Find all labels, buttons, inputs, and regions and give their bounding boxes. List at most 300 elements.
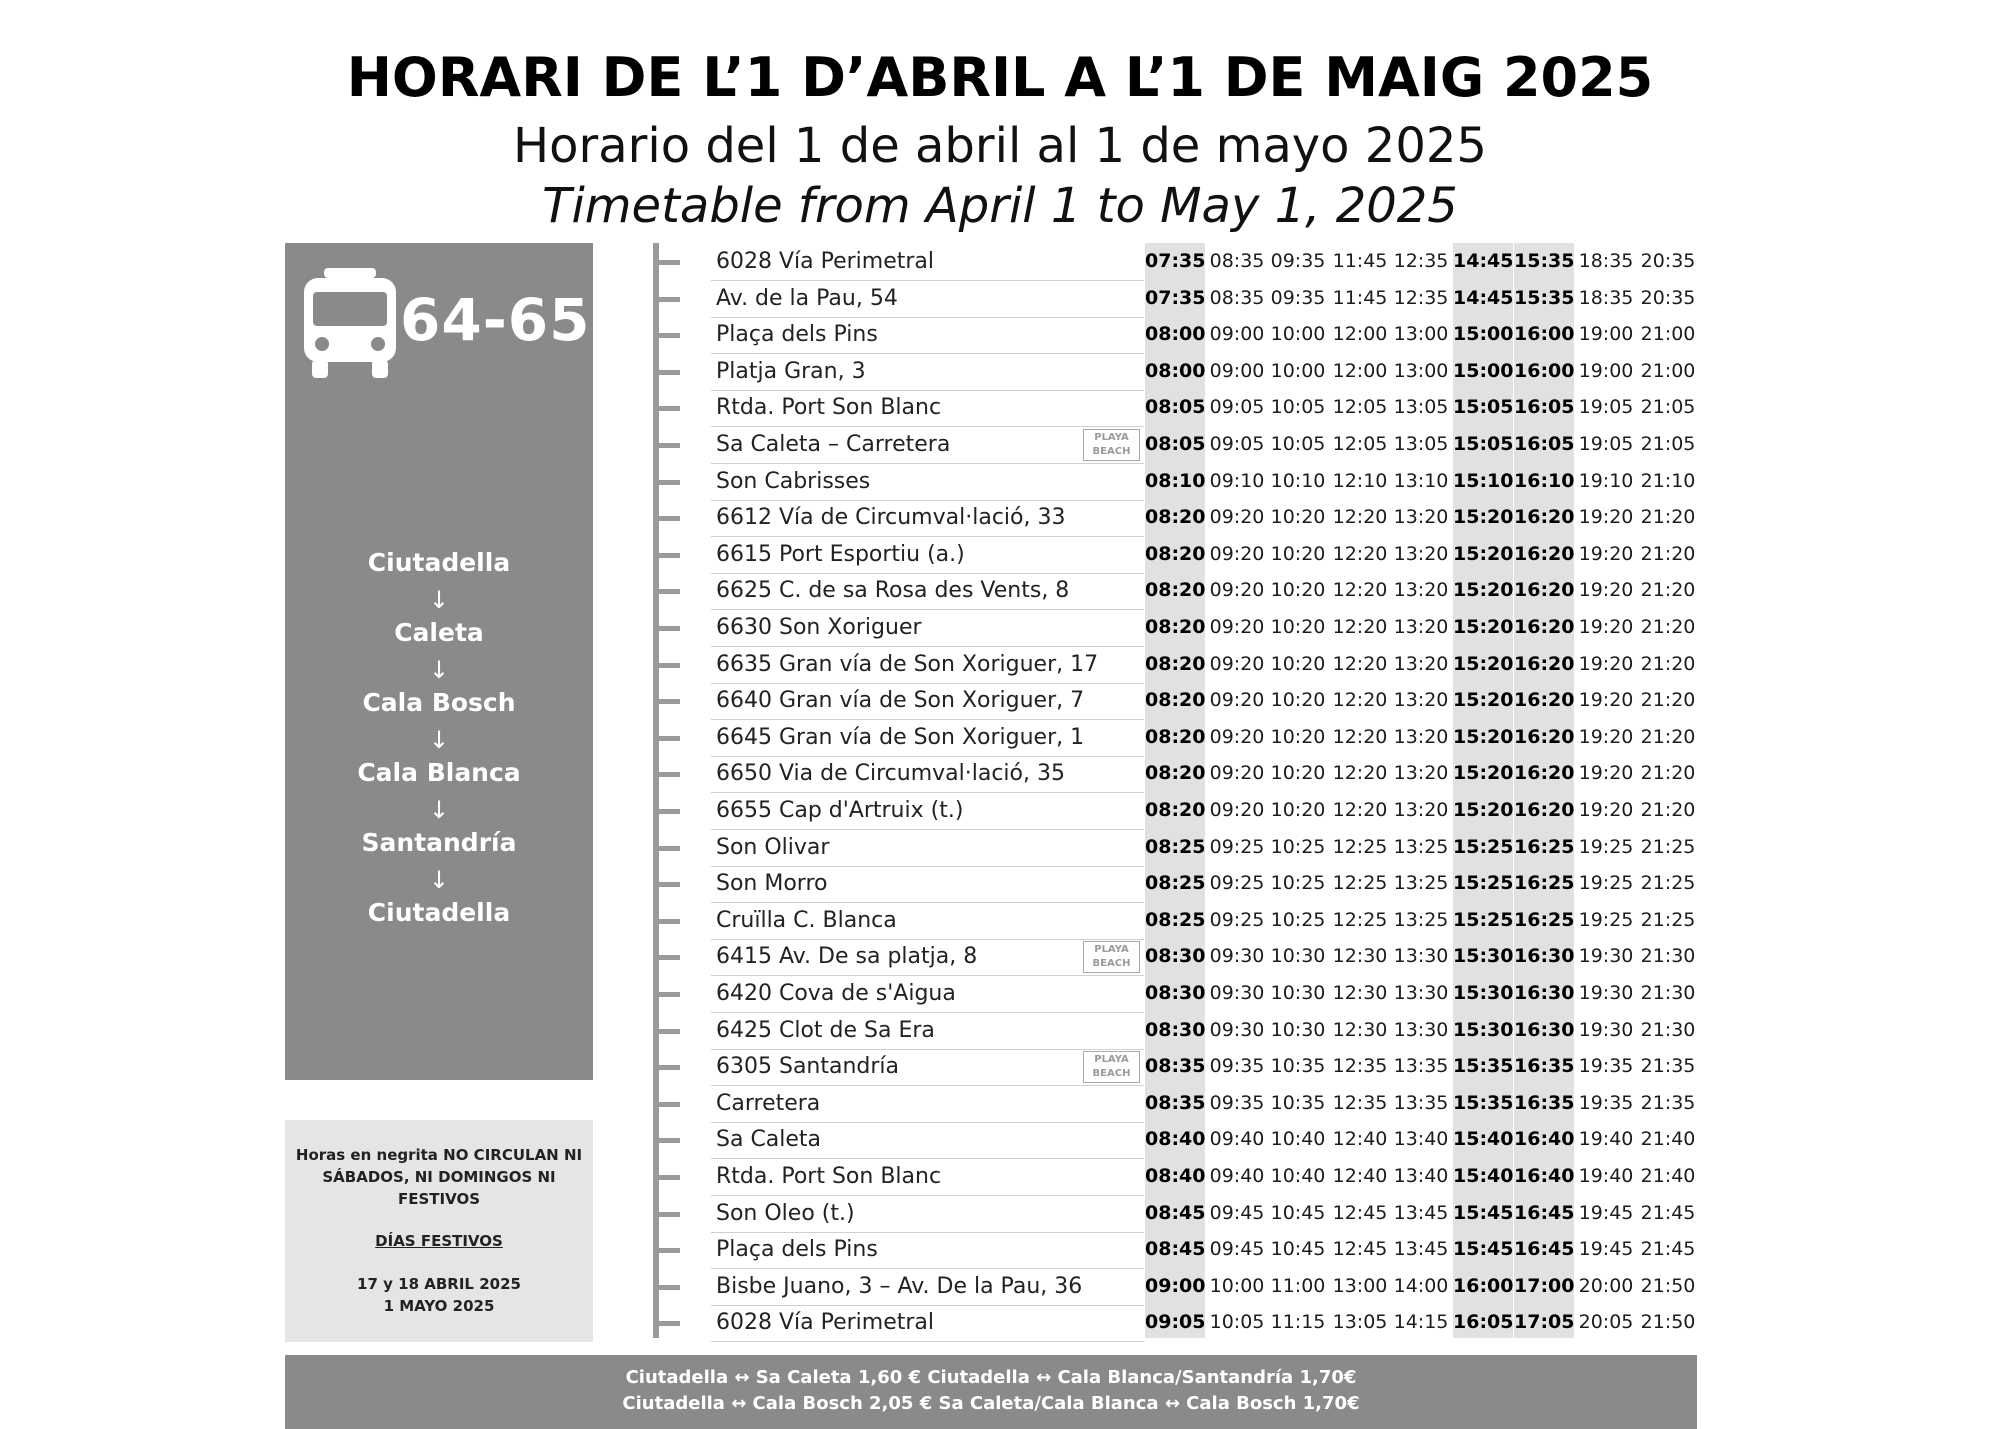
departure-time: 16:25	[1514, 872, 1575, 895]
departure-time: 13:25	[1393, 872, 1449, 895]
departure-time: 16:20	[1514, 689, 1575, 712]
departure-time: 19:20	[1578, 725, 1634, 748]
departure-time: 21:30	[1640, 982, 1696, 1004]
departure-time: 07:35	[1145, 250, 1206, 272]
departure-time: 21:25	[1640, 908, 1696, 931]
departure-time: 10:45	[1270, 1201, 1326, 1224]
beach-badge-line-1: PLAYA	[1094, 432, 1129, 443]
departure-time: 13:20	[1393, 542, 1449, 565]
stop-marker	[653, 406, 680, 411]
departure-time: 13:05	[1393, 433, 1449, 455]
stop-marker	[653, 1138, 680, 1143]
departure-time: 10:05	[1209, 1311, 1265, 1334]
departure-time: 10:35	[1270, 1091, 1326, 1114]
departure-time: 07:35	[1145, 286, 1206, 309]
fare-line-1: Ciutadella ↔ Sa Caleta 1,60 € Ciutadella ↔ Cala Blanca/Santandría 1,70€	[625, 1367, 1357, 1388]
departure-time: 16:40	[1514, 1165, 1575, 1187]
notes-main: Horas en negrita NO CIRCULAN NI SÁBADOS, NI DOMINGOS NI FESTIVOS	[295, 1146, 583, 1208]
departure-time: 13:25	[1393, 835, 1449, 858]
departure-time: 12:35	[1332, 1091, 1388, 1114]
stop-name: Son Oleo (t.)	[716, 1200, 855, 1226]
route-number: 64-65	[400, 286, 591, 354]
departure-time: 13:30	[1393, 982, 1449, 1004]
stop-name: Plaça dels Pins	[716, 1237, 878, 1263]
departure-time: 09:20	[1209, 799, 1265, 821]
departure-time: 09:30	[1209, 1018, 1265, 1041]
row-divider	[711, 719, 1144, 720]
departure-time: 20:35	[1640, 286, 1696, 309]
departure-time: 16:00	[1514, 359, 1575, 382]
departure-time: 15:20	[1453, 542, 1514, 565]
departure-time: 19:20	[1578, 506, 1634, 529]
fares-box	[285, 1355, 1697, 1429]
festivos-date-2: 1 MAYO 2025	[383, 1297, 495, 1315]
departure-time: 08:20	[1145, 542, 1206, 565]
stop-marker	[653, 1065, 680, 1070]
departure-time: 10:20	[1270, 616, 1326, 638]
departure-time: 16:45	[1514, 1201, 1575, 1224]
departure-time: 12:30	[1332, 982, 1388, 1004]
row-divider	[711, 1012, 1144, 1013]
stop-name: 6650 Via de Circumval·lació, 35	[716, 761, 1065, 787]
departure-time: 15:45	[1453, 1201, 1514, 1224]
beach-badge	[1083, 429, 1140, 461]
arrow-3: ↓	[428, 726, 450, 754]
stop-marker	[653, 882, 680, 887]
departure-time: 12:20	[1332, 579, 1388, 602]
stop-name: 6425 Clot de Sa Era	[716, 1017, 935, 1043]
departure-time: 12:05	[1332, 433, 1388, 455]
stop-marker	[653, 736, 680, 741]
departure-time: 08:20	[1145, 799, 1206, 821]
departure-time: 16:20	[1514, 725, 1575, 748]
departure-time: 12:10	[1332, 469, 1388, 492]
title-catalan: HORARI DE L’1 D’ABRIL A L’1 DE MAIG 2025	[346, 46, 1654, 109]
departure-time: 19:20	[1578, 689, 1634, 712]
destination-2: Caleta	[394, 618, 484, 647]
departure-time: 12:20	[1332, 542, 1388, 565]
departure-time: 08:00	[1145, 323, 1206, 346]
departure-time: 21:45	[1640, 1201, 1696, 1224]
stop-name: Son Cabrisses	[716, 468, 871, 494]
departure-time: 16:35	[1514, 1055, 1575, 1078]
row-divider	[711, 1049, 1144, 1050]
departure-time: 12:25	[1332, 872, 1388, 895]
arrow-2: ↓	[428, 656, 450, 684]
beach-badge-line-1: PLAYA	[1094, 1054, 1129, 1066]
departure-time: 12:20	[1332, 616, 1388, 638]
departure-time: 15:35	[1514, 286, 1575, 309]
departure-time: 09:20	[1209, 652, 1265, 675]
departure-time: 16:20	[1514, 652, 1575, 675]
stop-marker	[653, 297, 680, 302]
departure-time: 12:35	[1332, 1055, 1388, 1078]
stop-marker	[653, 992, 680, 997]
departure-time: 19:40	[1578, 1165, 1634, 1187]
beach-badge	[1083, 1051, 1140, 1083]
departure-time: 13:20	[1393, 579, 1449, 602]
row-divider	[711, 792, 1144, 793]
stop-name: Sa Caleta	[716, 1127, 822, 1153]
fare-line-2: Ciutadella ↔ Cala Bosch 2,05 € Sa Caleta/Cala Blanca ↔ Cala Bosch 1,70€	[622, 1393, 1360, 1414]
departure-time: 16:20	[1514, 506, 1575, 529]
departure-time: 08:35	[1209, 250, 1265, 272]
departure-time: 10:30	[1270, 982, 1326, 1004]
destination-1: Ciutadella	[367, 548, 511, 577]
beach-badge-line-2: BEACH	[1092, 1068, 1131, 1080]
departure-time: 16:05	[1514, 433, 1575, 455]
stop-marker	[653, 260, 680, 265]
departure-time: 16:05	[1514, 396, 1575, 419]
stop-name: Plaça dels Pins	[716, 322, 878, 348]
departure-time: 08:45	[1145, 1201, 1206, 1224]
departure-time: 20:35	[1640, 250, 1696, 272]
row-divider	[711, 975, 1144, 976]
row-divider	[711, 426, 1144, 427]
departure-time: 21:50	[1640, 1311, 1696, 1334]
departure-time: 09:25	[1209, 872, 1265, 895]
departure-time: 15:40	[1453, 1165, 1514, 1187]
departure-time: 21:20	[1640, 762, 1696, 785]
row-divider	[711, 1232, 1144, 1233]
departure-time: 19:10	[1578, 469, 1634, 492]
departure-time: 19:35	[1578, 1055, 1634, 1078]
stop-name: Platja Gran, 3	[716, 358, 866, 384]
departure-time: 12:20	[1332, 689, 1388, 712]
departure-time: 13:00	[1393, 323, 1449, 346]
departure-time: 21:05	[1640, 396, 1696, 419]
departure-time: 21:20	[1640, 725, 1696, 748]
departure-time: 13:40	[1393, 1165, 1449, 1187]
row-divider	[711, 756, 1144, 757]
stop-name: 6420 Cova de s'Aigua	[716, 981, 956, 1006]
departure-time: 20:05	[1578, 1311, 1634, 1334]
stop-name: Son Olivar	[716, 834, 830, 860]
departure-time: 10:00	[1270, 323, 1326, 346]
departure-time: 12:35	[1393, 286, 1449, 309]
departure-time: 08:25	[1145, 835, 1206, 858]
departure-time: 12:40	[1332, 1128, 1388, 1151]
departure-time: 13:20	[1393, 506, 1449, 529]
departure-time: 10:20	[1270, 652, 1326, 675]
departure-time: 09:30	[1209, 982, 1265, 1004]
departure-time: 09:05	[1209, 396, 1265, 419]
row-divider	[711, 829, 1144, 830]
departure-time: 16:30	[1514, 1018, 1575, 1041]
departure-time: 10:40	[1270, 1165, 1326, 1187]
departure-time: 12:20	[1332, 506, 1388, 529]
row-divider	[711, 1085, 1144, 1086]
departure-time: 10:25	[1270, 872, 1326, 895]
departure-time: 08:20	[1145, 579, 1206, 602]
departure-time: 13:05	[1393, 396, 1449, 419]
row-divider	[711, 646, 1144, 647]
arrow-5: ↓	[428, 866, 450, 894]
destination-5: Santandría	[361, 828, 517, 857]
departure-time: 21:20	[1640, 542, 1696, 565]
departure-time: 08:05	[1145, 433, 1206, 455]
stop-marker	[653, 370, 680, 375]
departure-time: 08:20	[1145, 506, 1206, 529]
departure-time: 15:05	[1453, 396, 1514, 419]
departure-time: 09:40	[1209, 1165, 1265, 1187]
departure-time: 15:25	[1453, 908, 1514, 931]
departure-time: 13:10	[1393, 469, 1449, 492]
departure-time: 16:20	[1514, 579, 1575, 602]
departure-time: 15:35	[1514, 250, 1575, 272]
row-divider	[711, 902, 1144, 903]
departure-time: 08:00	[1145, 359, 1206, 382]
stop-name: 6615 Port Esportiu (a.)	[716, 541, 965, 567]
departure-time: 10:20	[1270, 689, 1326, 712]
stop-marker	[653, 809, 680, 814]
departure-time: 10:00	[1209, 1274, 1265, 1297]
departure-time: 19:25	[1578, 835, 1634, 858]
departure-time: 13:45	[1393, 1238, 1449, 1261]
stop-marker	[653, 480, 680, 485]
departure-time: 14:00	[1393, 1274, 1449, 1297]
stop-name: 6305 Santandría	[716, 1054, 900, 1080]
row-divider	[711, 463, 1144, 464]
departure-time: 09:40	[1209, 1128, 1265, 1151]
departure-time: 10:45	[1270, 1238, 1326, 1261]
departure-time: 16:25	[1514, 835, 1575, 858]
departure-time: 15:30	[1453, 982, 1514, 1004]
departure-time: 12:45	[1332, 1201, 1388, 1224]
departure-time: 14:45	[1453, 250, 1514, 272]
departure-time: 09:20	[1209, 579, 1265, 602]
stop-marker	[653, 1102, 680, 1107]
notes-box	[285, 1120, 593, 1342]
departure-time: 15:00	[1453, 323, 1514, 346]
departure-time: 12:35	[1393, 250, 1449, 272]
beach-badge-line-2: BEACH	[1092, 958, 1131, 970]
departure-time: 12:05	[1332, 396, 1388, 419]
departure-time: 16:20	[1514, 799, 1575, 821]
departure-time: 16:00	[1514, 323, 1575, 346]
row-divider	[711, 1195, 1144, 1196]
stop-marker	[653, 553, 680, 558]
arrow-4: ↓	[428, 796, 450, 824]
departure-time: 16:20	[1514, 762, 1575, 785]
row-divider	[711, 866, 1144, 867]
stop-marker	[653, 919, 680, 924]
departure-time: 16:40	[1514, 1128, 1575, 1151]
departure-time: 13:35	[1393, 1091, 1449, 1114]
departure-time: 18:35	[1578, 250, 1634, 272]
departure-time: 11:00	[1270, 1274, 1326, 1297]
departure-time: 11:15	[1270, 1311, 1326, 1334]
departure-time: 09:45	[1209, 1238, 1265, 1261]
departure-time: 21:50	[1640, 1274, 1696, 1297]
destination-3: Cala Bosch	[362, 688, 516, 717]
stop-marker	[653, 772, 680, 777]
departure-time: 19:45	[1578, 1238, 1634, 1261]
departure-time: 13:30	[1393, 1018, 1449, 1041]
departure-time: 10:20	[1270, 542, 1326, 565]
row-divider	[711, 500, 1144, 501]
departure-time: 15:20	[1453, 579, 1514, 602]
departure-time: 19:20	[1578, 652, 1634, 675]
departure-time: 09:10	[1209, 469, 1265, 492]
stop-marker	[653, 589, 680, 594]
departure-time: 19:20	[1578, 579, 1634, 602]
departure-time: 19:25	[1578, 908, 1634, 931]
row-divider	[711, 609, 1144, 610]
stop-marker	[653, 1212, 680, 1217]
departure-time: 10:20	[1270, 506, 1326, 529]
departure-time: 16:05	[1453, 1311, 1514, 1334]
departure-time: 21:25	[1640, 872, 1696, 895]
departure-time: 19:20	[1578, 762, 1634, 785]
departure-time: 17:05	[1514, 1311, 1575, 1334]
stop-marker	[653, 663, 680, 668]
departure-time: 16:30	[1514, 945, 1575, 968]
departure-time: 21:30	[1640, 1018, 1696, 1041]
departure-time: 15:35	[1453, 1091, 1514, 1114]
departure-time: 19:35	[1578, 1091, 1634, 1114]
departure-time: 08:25	[1145, 872, 1206, 895]
festivos-date-1: 17 y 18 ABRIL 2025	[357, 1275, 521, 1293]
departure-time: 13:30	[1393, 945, 1449, 968]
row-divider	[711, 1268, 1144, 1269]
departure-time: 16:10	[1514, 469, 1575, 492]
departure-time: 19:30	[1578, 1018, 1634, 1041]
departure-time: 15:05	[1453, 433, 1514, 455]
departure-time: 19:30	[1578, 982, 1634, 1004]
stop-name: 6630 Son Xoriguer	[716, 615, 922, 640]
stop-name: Rtda. Port Son Blanc	[716, 1164, 942, 1189]
stop-name: 6635 Gran vía de Son Xoriguer, 17	[716, 651, 1099, 677]
departure-time: 21:45	[1640, 1238, 1696, 1261]
departure-time: 13:00	[1393, 359, 1449, 382]
departure-time: 15:20	[1453, 506, 1514, 529]
departure-time: 08:40	[1145, 1165, 1206, 1187]
departure-time: 10:05	[1270, 396, 1326, 419]
departure-time: 14:45	[1453, 286, 1514, 309]
departure-time: 21:20	[1640, 506, 1696, 529]
departure-time: 21:35	[1640, 1091, 1696, 1114]
beach-badge-line-2: BEACH	[1092, 446, 1131, 457]
bus-icon	[300, 264, 400, 384]
stop-marker	[653, 955, 680, 960]
departure-time: 16:20	[1514, 616, 1575, 638]
departure-time: 15:20	[1453, 799, 1514, 821]
departure-time: 16:30	[1514, 982, 1575, 1004]
stop-name: Av. de la Pau, 54	[716, 285, 898, 311]
departure-time: 12:20	[1332, 652, 1388, 675]
departure-time: 08:30	[1145, 945, 1206, 968]
departure-time: 09:05	[1209, 433, 1265, 455]
departure-time: 19:45	[1578, 1201, 1634, 1224]
departure-time: 08:35	[1145, 1091, 1206, 1114]
stop-name: Bisbe Juano, 3 – Av. De la Pau, 36	[716, 1273, 1083, 1299]
stop-marker	[653, 1248, 680, 1253]
departure-time: 10:20	[1270, 762, 1326, 785]
departure-time: 09:35	[1209, 1055, 1265, 1078]
stop-name: 6612 Vía de Circumval·lació, 33	[716, 505, 1066, 531]
stop-name: 6625 C. de sa Rosa des Vents, 8	[716, 578, 1070, 604]
departure-time: 16:35	[1514, 1091, 1575, 1114]
departure-time: 19:20	[1578, 616, 1634, 638]
departure-time: 15:25	[1453, 872, 1514, 895]
row-divider	[711, 536, 1144, 537]
departure-time: 08:10	[1145, 469, 1206, 492]
departure-time: 15:35	[1453, 1055, 1514, 1078]
departure-time: 09:20	[1209, 506, 1265, 529]
departure-time: 19:20	[1578, 542, 1634, 565]
departure-time: 09:20	[1209, 725, 1265, 748]
departure-time: 15:20	[1453, 652, 1514, 675]
row-divider	[711, 939, 1144, 940]
departure-time: 19:40	[1578, 1128, 1634, 1151]
departure-time: 09:20	[1209, 762, 1265, 785]
row-divider	[711, 1122, 1144, 1123]
departure-time: 13:00	[1332, 1274, 1388, 1297]
stop-marker	[653, 626, 680, 631]
departure-time: 12:00	[1332, 323, 1388, 346]
departure-time: 09:20	[1209, 616, 1265, 638]
departure-time: 13:45	[1393, 1201, 1449, 1224]
departure-time: 15:20	[1453, 725, 1514, 748]
row-divider	[711, 390, 1144, 391]
departure-time: 21:05	[1640, 433, 1696, 455]
departure-time: 15:45	[1453, 1238, 1514, 1261]
departure-time: 15:30	[1453, 945, 1514, 968]
stop-name: Cruïlla C. Blanca	[716, 907, 897, 933]
departure-time: 21:25	[1640, 835, 1696, 858]
departure-time: 17:00	[1514, 1274, 1575, 1297]
departure-time: 21:20	[1640, 616, 1696, 638]
stop-marker	[653, 1175, 680, 1180]
departure-time: 16:45	[1514, 1238, 1575, 1261]
row-divider	[711, 280, 1144, 281]
departure-time: 15:10	[1453, 469, 1514, 492]
departure-time: 08:25	[1145, 908, 1206, 931]
departure-time: 13:05	[1332, 1311, 1388, 1334]
departure-time: 09:00	[1209, 359, 1265, 382]
stop-marker	[653, 443, 680, 448]
departure-time: 21:40	[1640, 1165, 1696, 1187]
departure-time: 09:20	[1209, 542, 1265, 565]
departure-time: 20:00	[1578, 1274, 1634, 1297]
stop-name: 6028 Vía Perimetral	[716, 1310, 935, 1336]
beach-badge-line-1: PLAYA	[1094, 944, 1129, 956]
departure-time: 16:25	[1514, 908, 1575, 931]
festivos-title: DÍAS FESTIVOS	[375, 1232, 503, 1250]
destination-6: Ciutadella	[367, 898, 511, 927]
departure-time: 08:20	[1145, 725, 1206, 748]
departure-time: 09:30	[1209, 945, 1265, 968]
departure-time: 19:05	[1578, 433, 1634, 455]
departure-time: 09:00	[1209, 323, 1265, 346]
departure-time: 09:05	[1145, 1311, 1206, 1334]
departure-time: 21:20	[1640, 652, 1696, 675]
departure-time: 08:20	[1145, 762, 1206, 785]
departure-time: 10:25	[1270, 835, 1326, 858]
stop-name: Rtda. Port Son Blanc	[716, 395, 942, 421]
departure-time: 12:25	[1332, 908, 1388, 931]
destination-4: Cala Blanca	[357, 758, 521, 787]
departure-time: 12:20	[1332, 762, 1388, 785]
departure-time: 15:40	[1453, 1128, 1514, 1151]
departure-time: 19:00	[1578, 323, 1634, 346]
stop-name: Carretera	[716, 1090, 821, 1116]
departure-time: 19:20	[1578, 799, 1634, 821]
departure-time: 08:35	[1145, 1055, 1206, 1078]
stop-marker	[653, 1029, 680, 1034]
departure-time: 09:25	[1209, 835, 1265, 858]
